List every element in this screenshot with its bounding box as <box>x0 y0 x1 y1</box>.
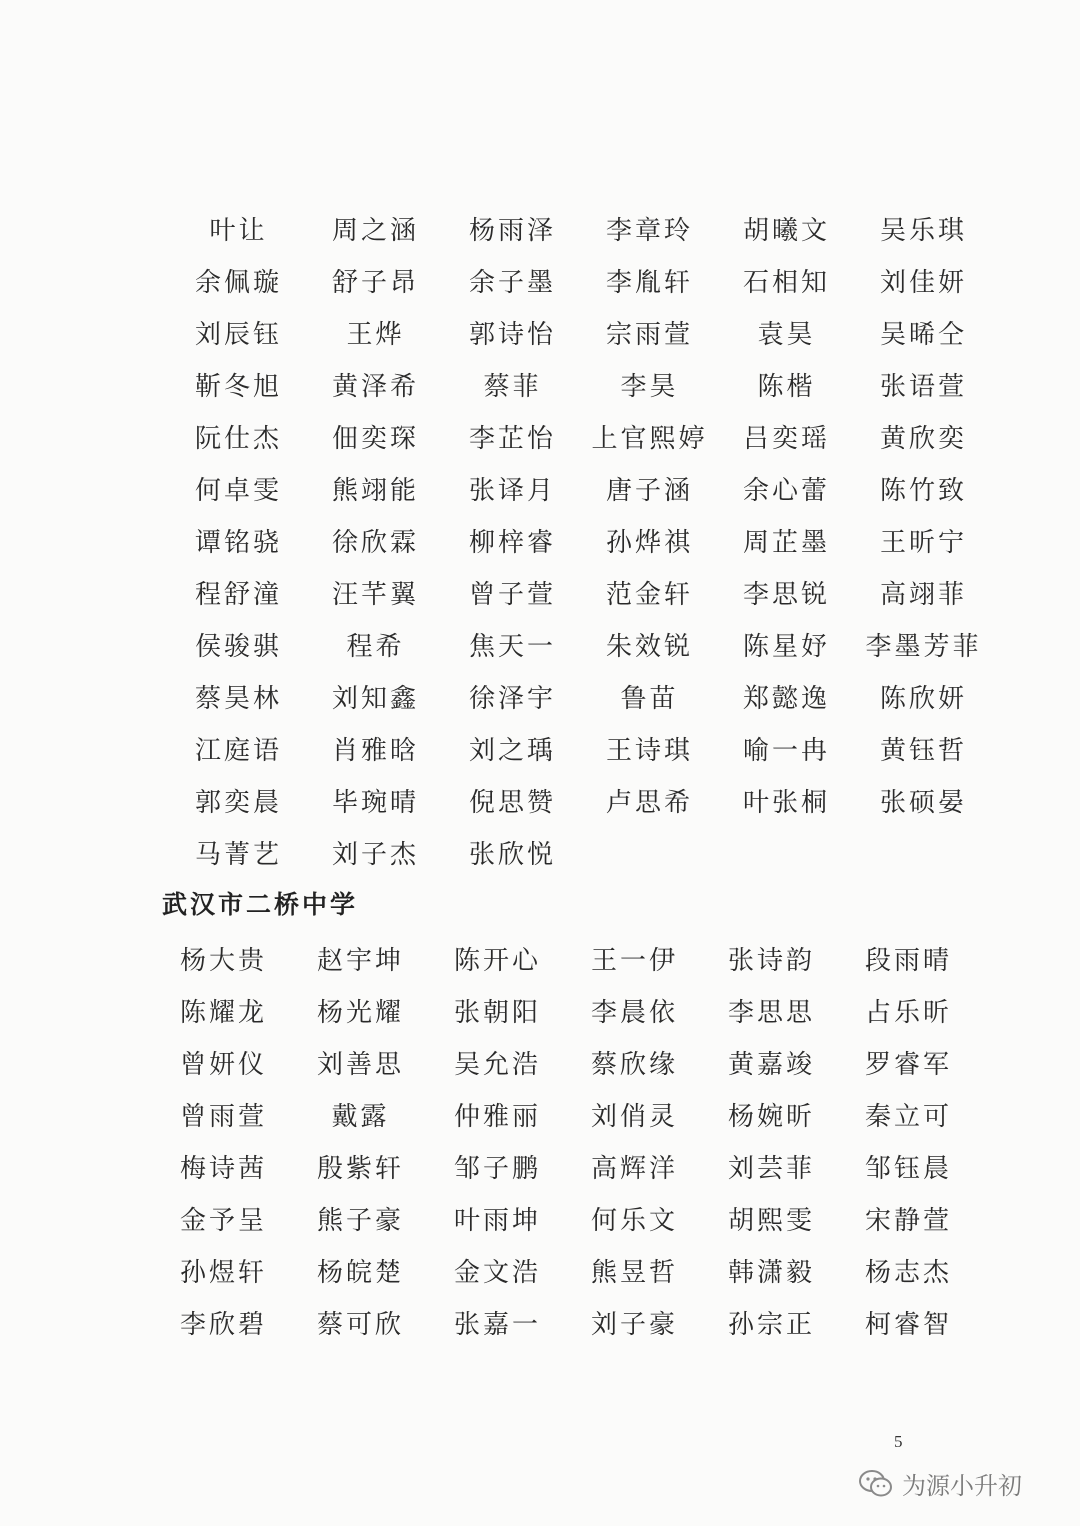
student-name: 叶让 <box>209 216 268 246</box>
student-name: 张朝阳 <box>453 998 541 1028</box>
name-list-section-2 <box>155 935 977 1351</box>
student-name: 吴允浩 <box>453 1050 541 1080</box>
student-name: 刘知鑫 <box>331 684 419 714</box>
student-name: 郭奕晨 <box>194 788 282 818</box>
student-name: 舒子昂 <box>331 268 419 298</box>
student-name: 曾子萱 <box>468 580 556 610</box>
student-name: 孙烨祺 <box>605 528 693 558</box>
student-name: 杨婉昕 <box>727 1102 815 1132</box>
student-name: 曾妍仪 <box>179 1050 267 1080</box>
student-name: 程舒潼 <box>194 580 282 610</box>
student-name: 柯睿智 <box>864 1310 952 1340</box>
student-name: 陈星妤 <box>742 632 830 662</box>
student-name: 秦立可 <box>864 1102 952 1132</box>
student-name: 石相知 <box>742 268 830 298</box>
student-name: 罗睿军 <box>864 1050 952 1080</box>
student-name: 孙宗正 <box>727 1310 815 1340</box>
student-name: 侯骏骐 <box>194 632 282 662</box>
student-name: 余佩璇 <box>194 268 282 298</box>
student-name: 刘之瑀 <box>468 736 556 766</box>
student-name: 刘善思 <box>316 1050 404 1080</box>
school-heading: 武汉市二桥中学 <box>162 890 359 919</box>
student-name: 王诗琪 <box>605 736 693 766</box>
student-name: 金予呈 <box>179 1206 267 1236</box>
student-name: 刘子豪 <box>590 1310 678 1340</box>
student-name: 李欣碧 <box>179 1310 267 1340</box>
student-name: 靳冬旭 <box>194 372 282 402</box>
student-name: 蔡昊林 <box>194 684 282 714</box>
student-name <box>581 829 718 881</box>
student-name: 周芷墨 <box>742 528 830 558</box>
student-name: 陈竹致 <box>879 476 967 506</box>
student-name: 黄嘉竣 <box>727 1050 815 1080</box>
student-name <box>718 829 855 881</box>
student-name: 杨雨泽 <box>468 216 556 246</box>
student-name: 汪芊翼 <box>331 580 419 610</box>
student-name: 李晨依 <box>590 998 678 1028</box>
student-name: 黄钰哲 <box>879 736 967 766</box>
student-name: 殷紫轩 <box>316 1154 404 1184</box>
student-name: 叶张桐 <box>742 788 830 818</box>
student-name: 梅诗茜 <box>179 1154 267 1184</box>
student-name: 李思锐 <box>742 580 830 610</box>
student-name: 徐欣霖 <box>331 528 419 558</box>
student-name: 赵宇坤 <box>316 946 404 976</box>
student-name: 何乐文 <box>590 1206 678 1236</box>
student-name: 刘芸菲 <box>727 1154 815 1184</box>
name-list-section-1 <box>170 205 992 881</box>
student-name: 邹钰晨 <box>864 1154 952 1184</box>
student-name: 李墨芳菲 <box>865 632 982 662</box>
student-name: 熊子豪 <box>316 1206 404 1236</box>
student-name: 张诗韵 <box>727 946 815 976</box>
student-name: 胡熙雯 <box>727 1206 815 1236</box>
student-name: 喻一冉 <box>742 736 830 766</box>
student-name: 孙煜轩 <box>179 1258 267 1288</box>
student-name: 肖雅晗 <box>331 736 419 766</box>
student-name: 徐泽宇 <box>468 684 556 714</box>
student-name: 郭诗怡 <box>468 320 556 350</box>
student-name: 杨光耀 <box>316 998 404 1028</box>
student-name: 刘子杰 <box>331 840 419 870</box>
student-name: 陈耀龙 <box>179 998 267 1028</box>
student-name: 佃奕琛 <box>331 424 419 454</box>
student-name: 占乐昕 <box>864 998 952 1028</box>
student-name: 马菁艺 <box>194 840 282 870</box>
student-name: 李胤轩 <box>605 268 693 298</box>
student-name: 柳梓睿 <box>468 528 556 558</box>
student-name: 宗雨萱 <box>605 320 693 350</box>
student-name: 熊昱哲 <box>590 1258 678 1288</box>
student-name: 杨大贵 <box>179 946 267 976</box>
student-name: 吴晞仝 <box>879 320 967 350</box>
student-name: 仲雅丽 <box>453 1102 541 1132</box>
student-name: 上官熙婷 <box>591 424 708 454</box>
student-name: 刘佳妍 <box>879 268 967 298</box>
student-name: 张译月 <box>468 476 556 506</box>
student-name: 张嘉一 <box>453 1310 541 1340</box>
student-name: 张欣悦 <box>468 840 556 870</box>
student-name: 陈开心 <box>453 946 541 976</box>
student-name: 胡曦文 <box>742 216 830 246</box>
student-name: 蔡菲 <box>483 372 542 402</box>
student-name: 李芷怡 <box>468 424 556 454</box>
student-name: 焦天一 <box>468 632 556 662</box>
student-name: 黄欣奕 <box>879 424 967 454</box>
student-name: 金文浩 <box>453 1258 541 1288</box>
student-name: 刘俏灵 <box>590 1102 678 1132</box>
student-name: 毕琬晴 <box>331 788 419 818</box>
student-name: 宋静萱 <box>864 1206 952 1236</box>
student-name: 陈欣妍 <box>879 684 967 714</box>
student-name: 江庭语 <box>194 736 282 766</box>
student-name: 李章玲 <box>605 216 693 246</box>
student-name: 周之涵 <box>331 216 419 246</box>
watermark-label: 为源小升初 <box>902 1472 1022 1500</box>
student-name: 吴乐琪 <box>879 216 967 246</box>
student-name: 王一伊 <box>590 946 678 976</box>
student-name: 曾雨萱 <box>179 1102 267 1132</box>
student-name: 谭铭骁 <box>194 528 282 558</box>
student-name: 袁昊 <box>757 320 816 350</box>
student-name: 段雨晴 <box>864 946 952 976</box>
student-name: 杨皖楚 <box>316 1258 404 1288</box>
student-name: 张语萱 <box>879 372 967 402</box>
student-name: 范金轩 <box>605 580 693 610</box>
student-name: 韩潇毅 <box>727 1258 815 1288</box>
student-name: 唐子涵 <box>605 476 693 506</box>
student-name: 吕奕瑶 <box>742 424 830 454</box>
student-name: 朱效锐 <box>605 632 693 662</box>
student-name: 戴露 <box>331 1102 390 1132</box>
student-name: 陈楷 <box>757 372 816 402</box>
student-name: 程希 <box>346 632 405 662</box>
student-name: 何卓雯 <box>194 476 282 506</box>
student-name: 鲁苗 <box>620 684 679 714</box>
student-name: 阮仕杰 <box>194 424 282 454</box>
student-name: 李思思 <box>727 998 815 1028</box>
student-name: 卢思希 <box>605 788 693 818</box>
student-name: 李昊 <box>620 372 679 402</box>
student-name: 郑懿逸 <box>742 684 830 714</box>
student-name: 余心蕾 <box>742 476 830 506</box>
student-name: 蔡可欣 <box>316 1310 404 1340</box>
student-name: 叶雨坤 <box>453 1206 541 1236</box>
student-name: 蔡欣缘 <box>590 1050 678 1080</box>
student-name: 熊翊能 <box>331 476 419 506</box>
student-name: 倪思赞 <box>468 788 556 818</box>
wechat-icon <box>858 1468 894 1500</box>
student-name: 张硕晏 <box>879 788 967 818</box>
student-name: 杨志杰 <box>864 1258 952 1288</box>
page-number: 5 <box>894 1432 903 1451</box>
student-name: 余子墨 <box>468 268 556 298</box>
student-name: 王烨 <box>346 320 405 350</box>
watermark <box>858 1466 1022 1501</box>
student-name: 刘辰钰 <box>194 320 282 350</box>
student-name: 邹子鹏 <box>453 1154 541 1184</box>
student-name: 高翊菲 <box>879 580 967 610</box>
student-name: 王昕宁 <box>879 528 967 558</box>
student-name <box>855 829 992 881</box>
student-name: 高辉洋 <box>590 1154 678 1184</box>
student-name: 黄泽希 <box>331 372 419 402</box>
